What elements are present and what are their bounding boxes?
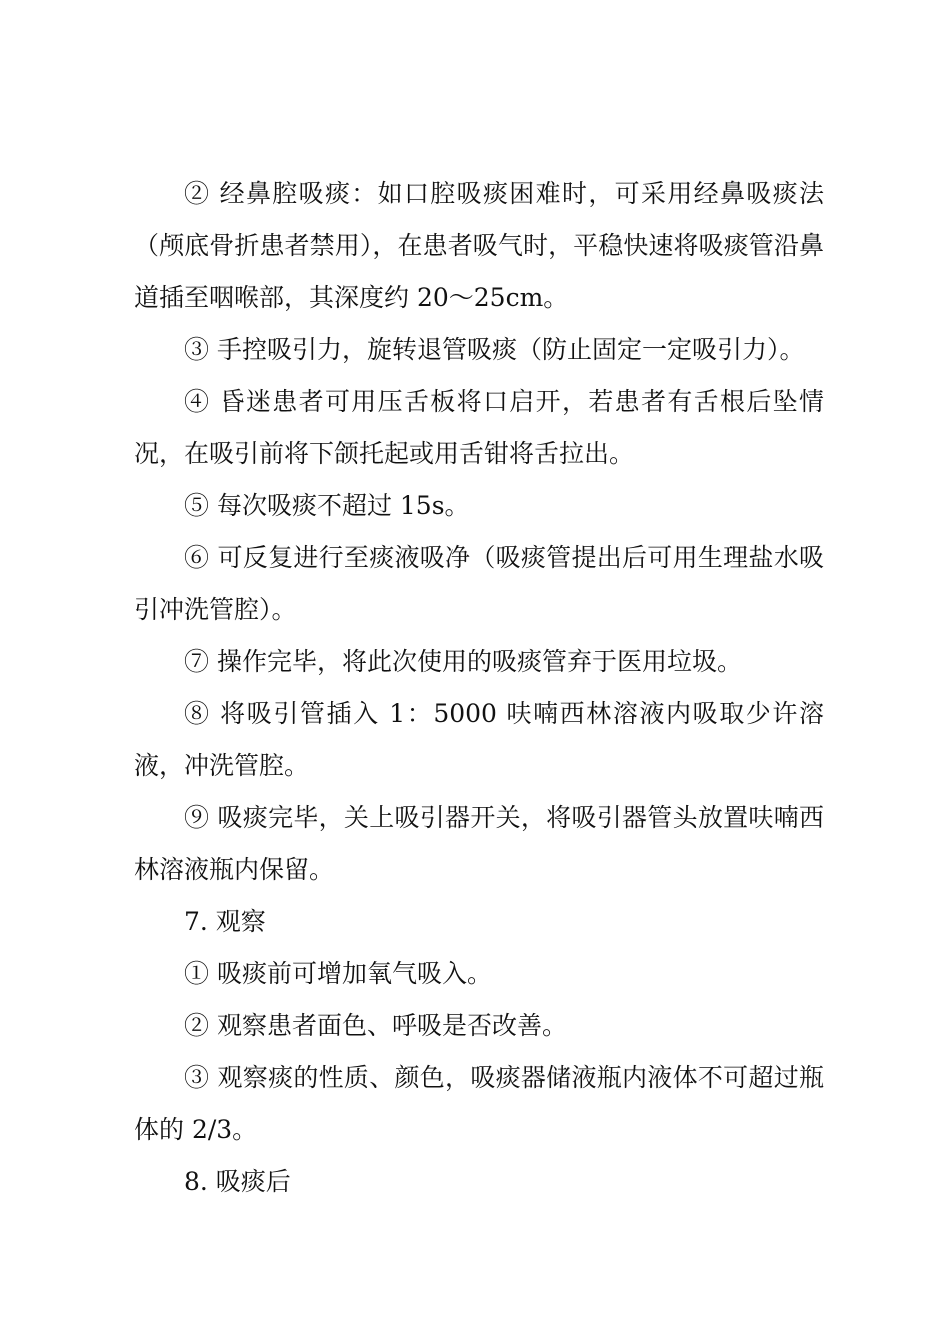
paragraph-suction-duration: ⑤ 每次吸痰不超过 15s。 [184, 491, 470, 520]
paragraph-observe-sputum: ③ 观察痰的性质、颜色，吸痰器储液瓶内液体不可超过瓶体的 2/3。 [134, 1063, 824, 1144]
section-heading-observation: 7. 观察 [184, 907, 266, 936]
paragraph-coma-patient: ④ 昏迷患者可用压舌板将口启开，若患者有舌根后坠情况，在吸引前将下颌托起或用舌钳将舌拉出。 [134, 387, 824, 468]
paragraph-oxygen: ① 吸痰前可增加氧气吸入。 [184, 959, 492, 988]
document-body [134, 168, 824, 1208]
paragraph-manual-suction: ③ 手控吸引力，旋转退管吸痰（防止固定一定吸引力）。 [184, 335, 805, 364]
paragraph-observe-patient: ② 观察患者面色、呼吸是否改善。 [184, 1011, 567, 1040]
paragraph-finish-suction: ⑨ 吸痰完毕，关上吸引器开关，将吸引器管头放置呋喃西林溶液瓶内保留。 [134, 803, 824, 884]
paragraph-repeat-suction: ⑥ 可反复进行至痰液吸净（吸痰管提出后可用生理盐水吸引冲洗管腔）。 [134, 543, 824, 624]
section-heading-after-suction: 8. 吸痰后 [184, 1167, 291, 1196]
paragraph-rinse-tube: ⑧ 将吸引管插入 1：5000 呋喃西林溶液内吸取少许溶液，冲洗管腔。 [134, 699, 824, 780]
paragraph-nasal-suction: ② 经鼻腔吸痰：如口腔吸痰困难时，可采用经鼻吸痰法（颅底骨折患者禁用），在患者吸气时，平稳快速将吸痰管沿鼻道插至咽喉部，其深度约 20～25cm。 [134, 179, 824, 312]
paragraph-dispose-tube: ⑦ 操作完毕，将此次使用的吸痰管弃于医用垃圾。 [184, 647, 742, 676]
